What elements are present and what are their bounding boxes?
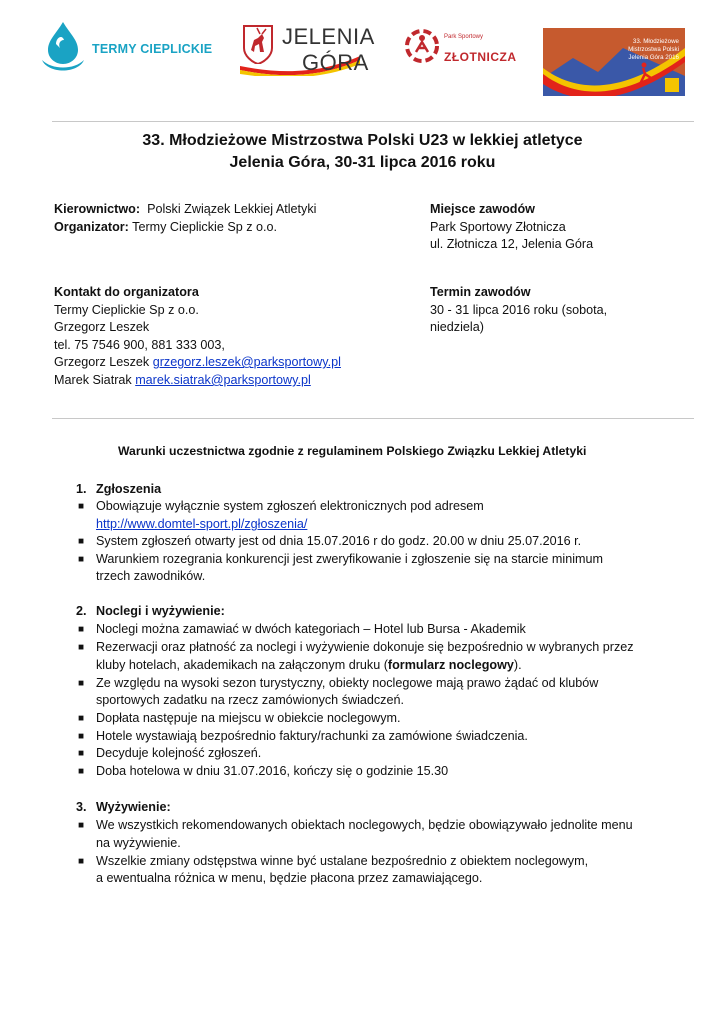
s2-bullet2-line1: Rezerwacji oraz płatność za noclegi i wyżywienie dokonuje się bezpośrednio w wybranych przez — [96, 640, 634, 654]
s2-number: 2. — [76, 604, 87, 618]
termy-logo-text: TERMY CIEPLICKIE — [92, 42, 213, 56]
s2-bullet7-mark: ■ — [78, 766, 85, 777]
email-link-leszek[interactable]: grzegorz.leszek@parksportowy.pl — [152, 355, 341, 369]
kontakt-line5-name: Marek Siatrak — [54, 373, 132, 387]
s1-bullet1-mark: ■ — [78, 501, 85, 512]
s3-number: 3. — [76, 800, 87, 814]
middle-divider — [52, 418, 694, 419]
s1-bullet1-line1: Obowiązuje wyłącznie system zgłoszeń elektronicznych pod adresem — [96, 499, 484, 513]
s2-bullet2-post: ). — [513, 658, 522, 672]
kontakt-line5 — [54, 372, 311, 389]
s3-bullet2-mark: ■ — [78, 856, 85, 867]
s2-bullet2-pre: kluby hotelach, akademikach na załączonym druku ( — [96, 658, 388, 672]
registration-url-link[interactable]: http://www.domtel-sport.pl/zgłoszenia/ — [96, 517, 308, 531]
s2-bullet7: Doba hotelowa w dniu 31.07.2016, kończy się o godzinie 15.30 — [96, 764, 449, 778]
s3-title: Wyżywienie: — [96, 800, 171, 814]
s1-title: Zgłoszenia — [96, 482, 162, 496]
page-title: 33. Młodzieżowe Mistrzostwa Polski U23 w lekkiej atletyce — [142, 132, 583, 149]
page-subtitle: Jelenia Góra, 30-31 lipca 2016 roku — [229, 154, 496, 171]
s3-bullet1-line1: We wszystkich rekomendowanych obiektach noclegowych, będzie obowiązywało jednolite menu — [96, 818, 633, 832]
s1-bullet2: System zgłoszeń otwarty jest od dnia 15.07.2016 r do godz. 20.00 w dniu 25.07.2016 r. — [96, 534, 582, 548]
jelenia-logo-line2: GÓRA — [302, 50, 369, 75]
s2-bullet3-mark: ■ — [78, 678, 85, 689]
organizator-row — [54, 219, 277, 236]
termy-cieplickie-logo — [38, 18, 213, 78]
kierownictwo-value: Polski Związek Lekkiej Atletyki — [147, 202, 317, 216]
s2-bullet6-mark: ■ — [78, 748, 85, 759]
event-logo-line1: 33. Młodzieżowe — [632, 38, 679, 45]
kontakt-line4 — [54, 354, 341, 371]
s2-bullet2-line2 — [96, 657, 522, 674]
termin-line2: niedziela) — [430, 320, 484, 334]
kierownictwo-row — [54, 201, 316, 218]
championship-event-logo — [543, 28, 685, 96]
s1-number: 1. — [76, 482, 87, 496]
event-logo-text — [628, 38, 679, 62]
s2-title: Noclegi i wyżywienie: — [96, 604, 225, 618]
jelenia-gora-logo — [240, 20, 375, 82]
s2-bullet6: Decyduje kolejność zgłoszeń. — [96, 746, 262, 760]
s1-bullet3-line1: Warunkiem rozegrania konkurencji jest zweryfikowanie i zgłoszenie się na starcie minimum — [96, 552, 603, 566]
s2-bullet1: Noclegi można zamawiać w dwóch kategoriach – Hotel lub Bursa - Akademik — [96, 622, 526, 636]
organizator-label: Organizator: — [54, 220, 129, 234]
conditions-heading: Warunki uczestnictwa zgodnie z regulaminem Polskiego Związku Lekkiej Atletyki — [118, 444, 587, 458]
logo-strip — [0, 14, 725, 86]
email-link-siatrak[interactable]: marek.siatrak@parksportowy.pl — [135, 373, 311, 387]
s2-bullet2-mark: ■ — [78, 642, 85, 653]
s3-bullet2-line2: a ewentualna różnica w menu, będzie płacona przez zamawiającego. — [96, 871, 483, 885]
s2-bullet3-line1: Ze względu na wysoki sezon turystyczny, obiekty noclegowe mają prawo żądać od klubów — [96, 676, 599, 690]
zlotnicza-emblem-icon — [402, 26, 442, 66]
termin-label: Termin zawodów — [430, 285, 531, 299]
zlotnicza-small-text: Park Sportowy — [444, 34, 484, 40]
s1-bullet3-mark: ■ — [78, 554, 85, 565]
zlotnicza-logo-text: ZŁOTNICZA — [444, 50, 517, 64]
jelenia-logo-line1: JELENIA — [282, 24, 375, 49]
s2-bullet1-mark: ■ — [78, 624, 85, 635]
s1-bullet2-mark: ■ — [78, 536, 85, 547]
kontakt-label: Kontakt do organizatora — [54, 285, 199, 299]
kontakt-line4-name: Grzegorz Leszek — [54, 355, 150, 369]
s2-bullet4-mark: ■ — [78, 713, 85, 724]
kontakt-line1: Termy Cieplickie Sp z o.o. — [54, 303, 199, 317]
s2-bullet3-line2: sportowych zadatku na rzecz zamówionych świadczeń. — [96, 693, 404, 707]
water-drop-icon — [38, 20, 88, 76]
miejsce-label: Miejsce zawodów — [430, 202, 535, 216]
event-logo-line2: Mistrzostwa Polski — [628, 46, 679, 53]
park-zlotnicza-logo — [402, 26, 517, 76]
s3-bullet2-line1: Wszelkie zmiany odstępstwa winne być ustalane bezpośrednio z obiektem noclegowym, — [96, 854, 589, 868]
s2-bullet5: Hotele wystawiają bezpośrednio faktury/rachunki za zamówione świadczenia. — [96, 729, 528, 743]
s3-bullet1-mark: ■ — [78, 820, 85, 831]
s2-bullet4: Dopłata następuje na miejscu w obiekcie noclegowym. — [96, 711, 401, 725]
kierownictwo-label: Kierownictwo: — [54, 202, 141, 216]
s3-bullet1-line2: na wyżywienie. — [96, 836, 181, 850]
event-logo-line3: Jelenia Góra 2016 — [628, 54, 679, 61]
miejsce-line1: Park Sportowy Złotnicza — [430, 220, 566, 234]
termin-line1: 30 - 31 lipca 2016 roku (sobota, — [430, 303, 608, 317]
miejsce-line2: ul. Złotnicza 12, Jelenia Góra — [430, 237, 594, 251]
deer-crest-icon — [242, 24, 274, 64]
top-divider — [52, 121, 694, 122]
organizator-value: Termy Cieplickie Sp z o.o. — [132, 220, 278, 234]
kontakt-line3: tel. 75 7546 900, 881 333 003, — [54, 338, 225, 352]
s2-bullet5-mark: ■ — [78, 731, 85, 742]
s1-bullet3-line2: trzech zawodników. — [96, 569, 206, 583]
formularz-noclegowy-text: formularz noclegowy — [387, 658, 514, 672]
kontakt-line2: Grzegorz Leszek — [54, 320, 150, 334]
